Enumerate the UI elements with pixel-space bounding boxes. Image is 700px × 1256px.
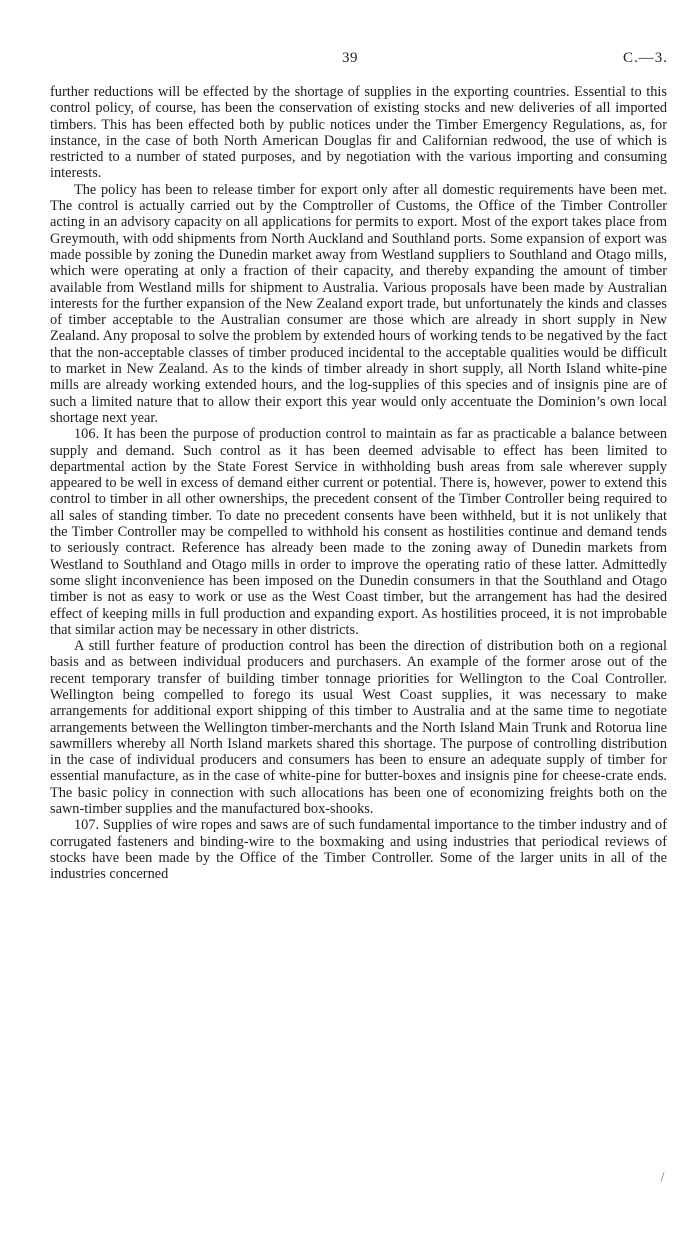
paragraph-text: further reductions will be effected by the shortage of supplies in the exporting countries. Essential to this control policy, of course, has been the conservation of existing stocks and new deliveries of all imported timbers. This has been effected both by public notices under the Timber Emergency Regulations, as, for instance, in the case of both North American Douglas fir and Californian redwood, the use of which is restricted to a number of stated purposes, and by negotiation with the various importing and consuming interests. [50,84,667,182]
paragraph-107 [50,817,667,882]
paragraph-continuation [50,84,667,182]
paragraph-number: 106. [74,426,100,443]
paragraph-text: Supplies of wire ropes and saws are of such fundamental importance to the timber industry and of corrugated fasteners and binding-wire to the boxmaking and using industries that periodical reviews of stocks have been made by the Office of the Timber Controller. Some of the larger units in all of the industries concerned [50,817,667,883]
paragraph-text: A still further feature of production control has been the direction of distribution both on a regional basis and as between individual producers and purchasers. An example of the former arose out of the recent temporary transfer of building timber tonnage priorities for Wellington to the Coal Controller. Wellington being compelled to forego its usual West Coast supplies, it was necessary to make arrangements for additional export shipping of this timber to Australia and at the same time to negotiate arrangements between the Wellington timber-merchants and the North Island Main Trunk and Rotorua line sawmillers whereby all North Island markets shared this shortage. The purpose of controlling distribution in the case of individual producers and consumers has been to ensure an adequate supply of timber for essential manufacture, as in the case of white-pine for butter-boxes and insignis pine for cheese-crate ends. The basic policy in connection with such allocations has been one of economizing freights both on the sawn-timber supplies and the manufactured box-shooks. [50,638,667,818]
paragraph-distribution-control [50,638,667,817]
page-number: 39 [342,50,358,66]
paragraph-export-policy [50,182,667,426]
margin-mark [660,1172,664,1182]
paragraph-106 [50,426,667,638]
paragraph-text: It has been the purpose of production control to maintain as far as practicable a balance between supply and demand. Such control as it has been deemed advisable to effect has been limited to departmental action by the State Forest Service in withholding bush areas from sale wherever supply appeared to be well in excess of demand either current or potential. There is, however, power to extend this control to timber in all other ownerships, the precedent consent of the Timber Controller being required to all sales of standing timber. To date no precedent consents have been withheld, but it is not unlikely that the Timber Controller may be compelled to withhold his consent as hostilities continue and demand tends to seriously contract. Reference has already been made to the zoning away of Dunedin markets from Westland to Southland and Otago mills in order to improve the operating ratio of these latter. Admittedly some slight inconvenience has been imposed on the Dunedin consumers in that the Southland and Otago timber is not as easy to work or use as the West Coast timber, but the arrangement has had the desired effect of keeping mills in full production and expanding export. As hostilities proceed, it is not improbable that similar action may be necessary in other districts. [50,426,667,638]
body-text [50,84,667,883]
paragraph-text: The policy has been to release timber for export only after all domestic requirements have been met. The control is actually carried out by the Comptroller of Customs, the Office of the Timber Controller acting in an advisory capacity on all applications for permits to export. Most of the export takes place from Greymouth, with odd shipments from North Auckland and Southland ports. Some expansion of export was made possible by zoning the Dunedin market away from Westland suppliers to Southland and Otago mills, which were operating at only a fraction of their capacity, and thereby expanding the amount of timber available from Westland mills for shipment to Australia. Various proposals have been made by Australian interests for the further expansion of the New Zealand export trade, but unfortunately the kinds and classes of timber acceptable to the Australian consumer are those which are already in short supply in New Zealand. Any proposal to solve the problem by extended hours of working tends to be negatived by the fact that the non-acceptable classes of timber produced incidental to the acceptable qualities would be difficult to market in New Zealand. As to the kinds of timber already in short supply, all North Island white-pine mills are already working extended hours, and the log-supplies of this species and of insignis pine are of such a limited nature that to allow their export this year would only accentuate the Dominion’s own local shortage next year. [50,181,667,426]
report-code: C.—3. [622,50,668,66]
paragraph-number: 107. [74,817,100,834]
